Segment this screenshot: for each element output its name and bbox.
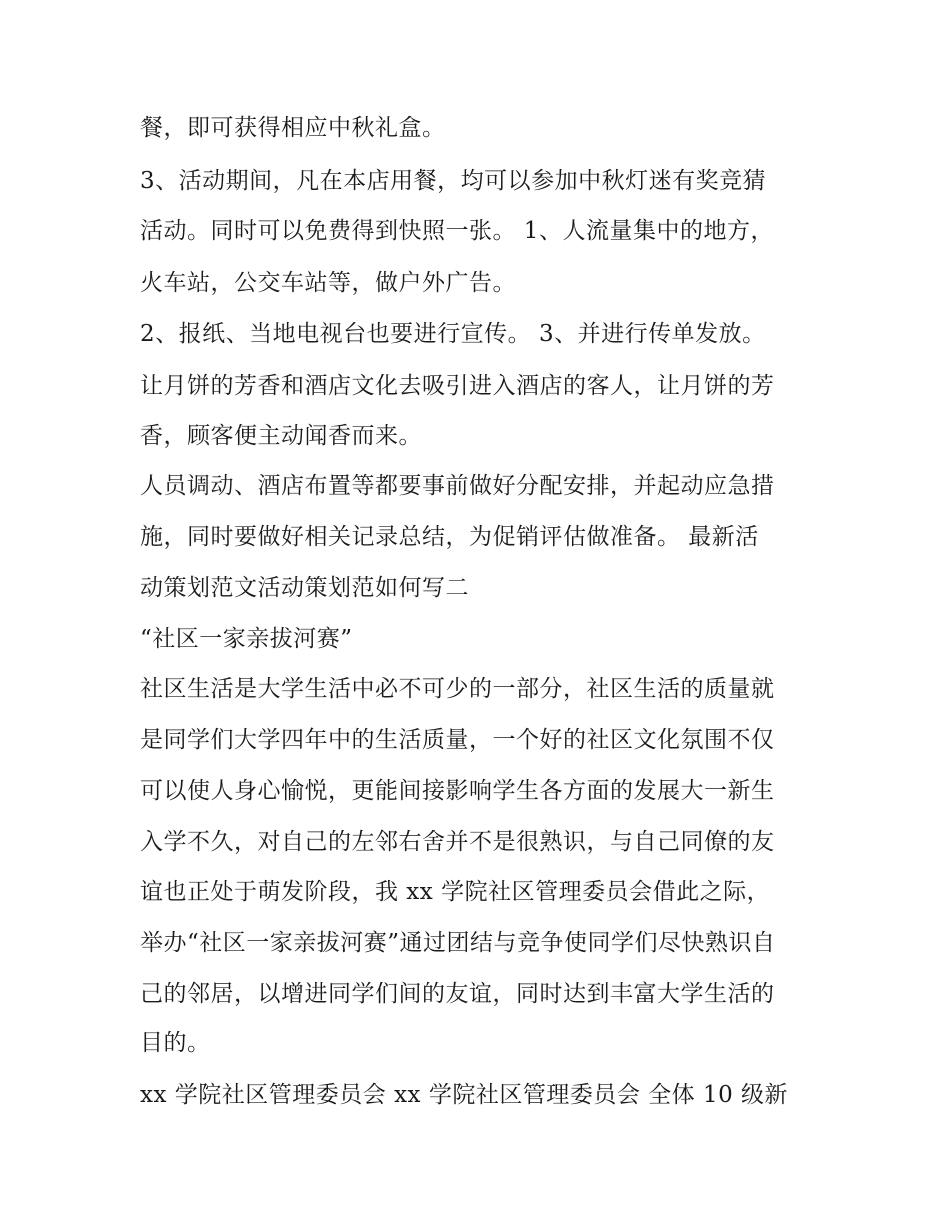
text-line: 香，顾客便主动闻香而来。 (140, 423, 422, 449)
text-line: 餐，即可获得相应中秋礼盒。 (140, 115, 446, 141)
text-line: 可以使人身心愉悦，更能间接影响学生各方面的发展大一新生 (140, 778, 775, 804)
text-line: 2、报纸、当地电视台也要进行宣传。 3、并进行传单发放。 (140, 321, 766, 347)
text-line: 动策划范文活动策划范如何写二 (140, 575, 469, 601)
text-line: 谊也正处于萌发阶段，我 xx 学院社区管理委员会借此之际， (140, 879, 771, 905)
text-line: xx 学院社区管理委员会 xx 学院社区管理委员会 全体 10 级新 (140, 1082, 789, 1108)
text-line: 让月饼的芳香和酒店文化去吸引进入酒店的客人，让月饼的芳 (140, 373, 775, 399)
text-line: 目的。 (140, 1030, 211, 1056)
text-line: 施，同时要做好相关记录总结，为促销评估做准备。 最新活 (140, 524, 759, 550)
text-line: 火车站，公交车站等，做户外广告。 (140, 270, 516, 296)
text-line: 入学不久，对自己的左邻右舍并不是很熟识，与自己同僚的友 (140, 829, 775, 855)
text-line: 人员调动、酒店布置等都要事前做好分配安排，并起动应急措 (140, 473, 775, 499)
text-line: 是同学们大学四年中的生活质量，一个好的社区文化氛围不仅 (140, 727, 775, 753)
text-line: 活动。同时可以免费得到快照一张。 1、人流量集中的地方， (140, 218, 774, 244)
text-line: 己的邻居，以增进同学们间的友谊，同时达到丰富大学生活的 (140, 981, 775, 1007)
text-line: 社区生活是大学生活中必不可少的一部分，社区生活的质量就 (140, 676, 775, 702)
text-line: “社区一家亲拔河赛” (140, 626, 353, 652)
text-line: 举办“社区一家亲拔河赛”通过团结与竞争使同学们尽快熟识自 (140, 930, 776, 956)
text-line: 3、活动期间，凡在本店用餐，均可以参加中秋灯迷有奖竞猜 (140, 168, 767, 194)
